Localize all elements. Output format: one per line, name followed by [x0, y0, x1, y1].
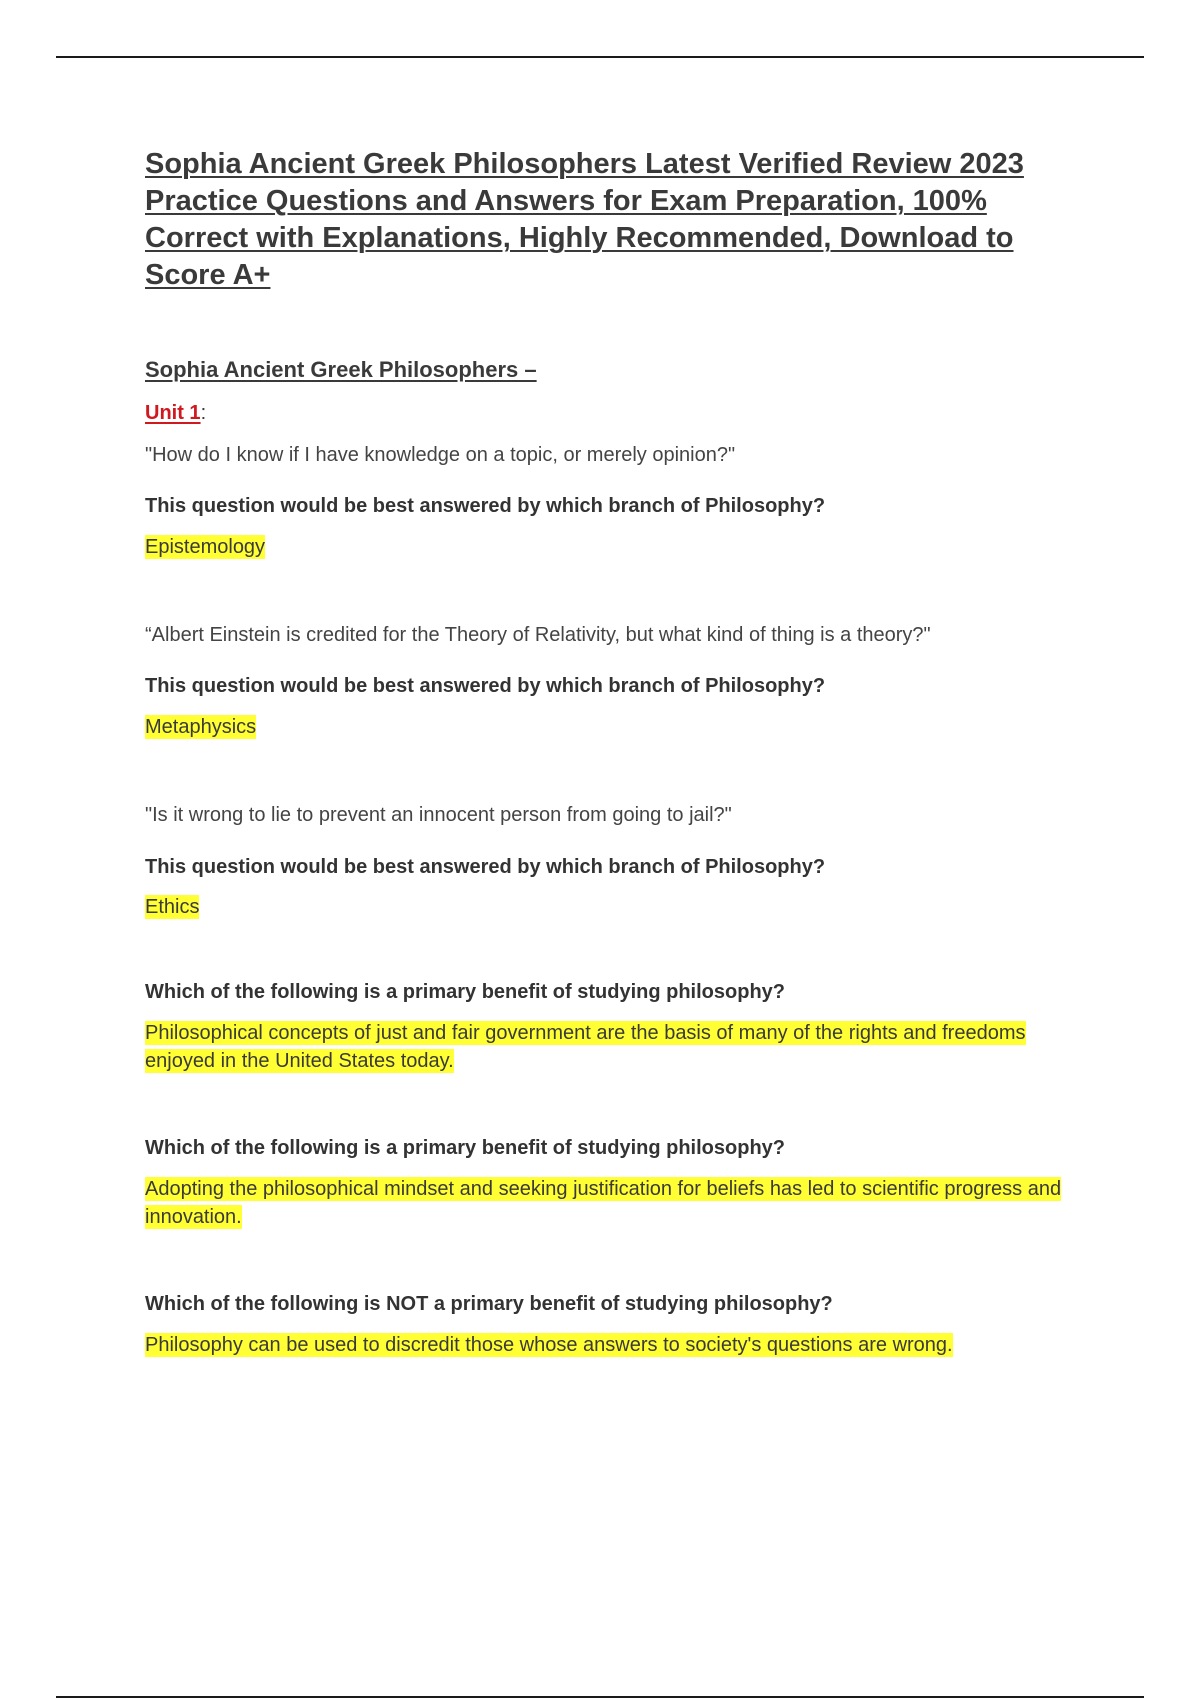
answer-highlight: Metaphysics	[145, 716, 257, 738]
answer-highlight: Adopting the philosophical mindset and seeking justification for beliefs has led to scientific progress and innovation.	[145, 1178, 1062, 1228]
unit-line	[145, 400, 1085, 426]
answer-highlight: Philosophical concepts of just and fair government are the basis of many of the rights and freedoms enjoyed in the United States today.	[145, 1022, 1026, 1072]
bottom-rule	[56, 1696, 1144, 1698]
top-rule	[56, 56, 1144, 58]
qa-item	[145, 802, 1085, 921]
question-text: Which of the following is a primary benefit of studying philosophy?	[145, 1137, 785, 1159]
question-text: This question would be best answered by which branch of Philosophy?	[145, 495, 826, 517]
question-text: This question would be best answered by which branch of Philosophy?	[145, 675, 826, 697]
qa-item	[145, 1291, 1085, 1359]
question-text: This question would be best answered by which branch of Philosophy?	[145, 856, 826, 878]
qa-item	[145, 442, 1085, 561]
question-text: Which of the following is a primary benefit of studying philosophy?	[145, 981, 785, 1003]
document-body	[145, 146, 1085, 1359]
section-heading: Sophia Ancient Greek Philosophers –	[145, 357, 537, 382]
document-title: Sophia Ancient Greek Philosophers Latest Verified Review 2023 Practice Questions and Answers for Exam Preparation, 100% Correct with Explanations, Highly Recommended, Download to Score A+	[145, 148, 1024, 291]
qa-item	[145, 1135, 1085, 1231]
question-prompt: "How do I know if I have knowledge on a topic, or merely opinion?"	[145, 444, 736, 466]
answer-highlight: Ethics	[145, 896, 200, 918]
unit-colon: :	[200, 402, 207, 424]
answer-highlight: Philosophy can be used to discredit those whose answers to society's questions are wrong.	[145, 1334, 953, 1356]
question-text: Which of the following is NOT a primary benefit of studying philosophy?	[145, 1293, 833, 1315]
unit-label: Unit 1	[145, 402, 201, 424]
question-prompt: "Is it wrong to lie to prevent an innocent person from going to jail?"	[145, 804, 732, 826]
answer-highlight: Epistemology	[145, 536, 266, 558]
question-prompt: “Albert Einstein is credited for the Theory of Relativity, but what kind of thing is a theory?"	[145, 624, 931, 646]
qa-item	[145, 622, 1085, 741]
qa-item	[145, 979, 1085, 1075]
